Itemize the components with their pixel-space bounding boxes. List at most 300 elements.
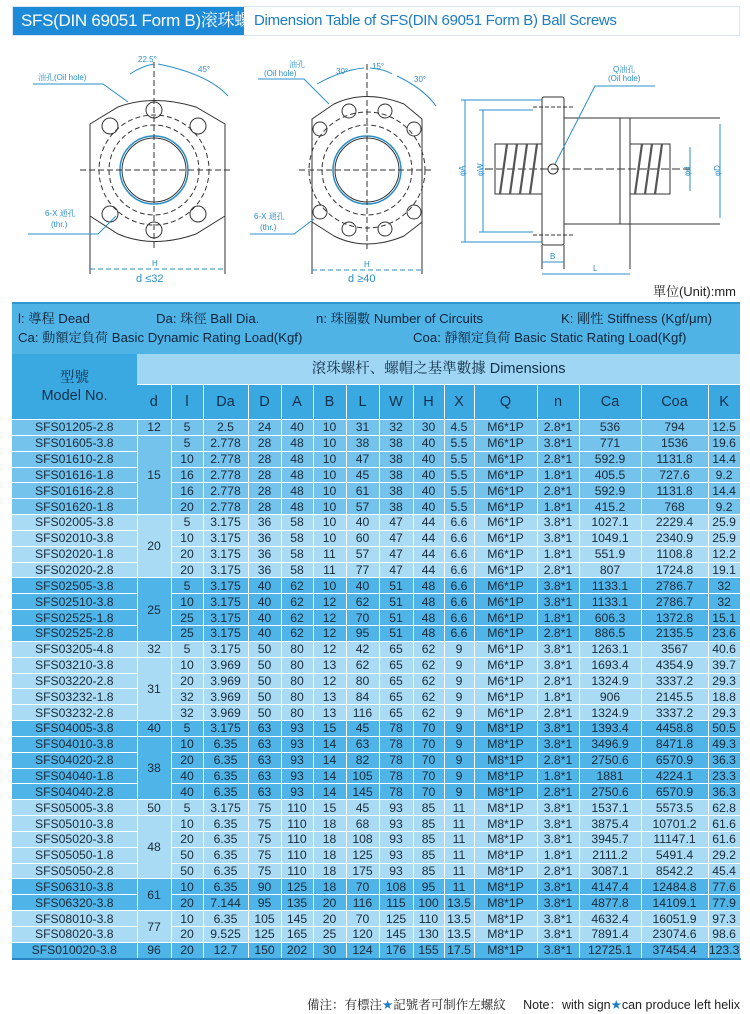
cell-k: 19.6 (708, 435, 740, 451)
model-cell: SFS01605-3.8 (12, 435, 137, 451)
table-row (12, 641, 740, 657)
cell-a: 93 (281, 736, 313, 752)
cell-d: 63 (248, 784, 281, 800)
cell-l: 62 (346, 594, 379, 610)
column-header-k: K (708, 385, 740, 420)
cell-n: 3.8*1 (537, 641, 579, 657)
cell-k: 123.3 (708, 943, 740, 958)
cell-ca: 592.9 (579, 451, 641, 467)
cell-w: 78 (379, 736, 413, 752)
table-row (12, 784, 740, 800)
footer-note (307, 995, 740, 1013)
cell-b: 18 (313, 863, 346, 879)
cell-a: 202 (281, 942, 313, 958)
cell-l: 45 (346, 721, 379, 737)
cell-coa: 727.6 (641, 467, 708, 483)
cell-w: 108 (379, 879, 413, 895)
table-row (12, 594, 740, 610)
oil-hole-label: 油孔(Oil hole) (38, 73, 87, 82)
legend-dynamic-load: Ca: 動額定負荷 Basic Dynamic Rating Load(Kgf) (18, 330, 303, 345)
cell-h: 95 (413, 879, 444, 895)
table-row (12, 705, 740, 721)
cell-h: 62 (413, 641, 444, 657)
cell-b: 14 (313, 784, 346, 800)
cell-coa: 16051.9 (641, 911, 708, 927)
cell-h: 70 (413, 768, 444, 784)
model-cell: SFS05010-3.8 (12, 816, 137, 832)
cell-x: 11 (444, 816, 474, 832)
cell-d: 40 (248, 578, 281, 594)
cell-n: 1.8*1 (537, 768, 579, 784)
cell-ca: 1324.9 (579, 705, 641, 721)
cell-q: M6*1P (474, 530, 537, 546)
cell-coa: 6570.9 (641, 784, 708, 800)
cell-n: 3.8*1 (537, 530, 579, 546)
cell-da: 2.778 (203, 499, 248, 515)
column-header-ca: Ca (579, 385, 641, 420)
cell-n: 3.8*1 (537, 578, 579, 594)
cell-da: 6.35 (203, 831, 248, 847)
cell-n: 2.8*1 (537, 705, 579, 721)
cell-da: 6.35 (203, 816, 248, 832)
cell-coa: 1131.8 (641, 483, 708, 499)
cell-q: M6*1P (474, 578, 537, 594)
cell-h: 40 (413, 483, 444, 499)
cell-a: 135 (281, 895, 313, 911)
cell-k: 29.3 (708, 705, 740, 721)
cell-n: 1.8*1 (537, 689, 579, 705)
cell-k: 61.6 (708, 816, 740, 832)
cell-l: 5 (171, 420, 203, 436)
cell-coa: 2340.9 (641, 530, 708, 546)
cell-x: 5.5 (444, 483, 474, 499)
cell-b: 10 (313, 515, 346, 531)
cell-l: 20 (171, 673, 203, 689)
model-cell: SFS03232-1.8 (12, 689, 137, 705)
cell-w: 125 (379, 911, 413, 927)
cell-a: 48 (281, 435, 313, 451)
cell-n: 3.8*1 (537, 895, 579, 911)
table-row (12, 673, 740, 689)
cell-h: 62 (413, 673, 444, 689)
d-cell: 50 (137, 800, 171, 816)
cell-a: 48 (281, 451, 313, 467)
cell-d: 90 (248, 879, 281, 895)
cell-a: 62 (281, 578, 313, 594)
cell-h: 62 (413, 689, 444, 705)
cell-l: 40 (171, 784, 203, 800)
cell-da: 6.35 (203, 911, 248, 927)
cell-b: 14 (313, 752, 346, 768)
note-en-prefix: Note：with sign (523, 998, 611, 1012)
cell-b: 12 (313, 641, 346, 657)
cell-coa: 1536 (641, 435, 708, 451)
table-row (12, 625, 740, 641)
d-cell: 12 (137, 420, 171, 436)
cell-w: 47 (379, 515, 413, 531)
cell-l: 20 (171, 895, 203, 911)
legend-circuits: n: 珠圈數 Number of Circuits (316, 311, 484, 326)
model-cell: SFS02020-1.8 (12, 546, 137, 562)
cell-x: 9 (444, 705, 474, 721)
cell-k: 40.6 (708, 641, 740, 657)
cell-l: 125 (346, 847, 379, 863)
cell-l: 60 (346, 530, 379, 546)
cell-w: 93 (379, 800, 413, 816)
table-row (12, 847, 740, 863)
cell-a: 80 (281, 673, 313, 689)
cell-q: M6*1P (474, 435, 537, 451)
cell-h: 40 (413, 451, 444, 467)
cell-w: 93 (379, 847, 413, 863)
cell-l: 25 (171, 625, 203, 641)
cell-h: 100 (413, 895, 444, 911)
model-cell: SFS03205-4.8 (12, 641, 137, 657)
cell-coa: 1108.8 (641, 546, 708, 562)
cell-a: 145 (281, 911, 313, 927)
model-cell: SFS03220-2.8 (12, 673, 137, 689)
cell-coa: 3337.2 (641, 705, 708, 721)
cell-k: 97.3 (708, 911, 740, 927)
cell-w: 93 (379, 831, 413, 847)
cell-b: 12 (313, 625, 346, 641)
phi-d-small-label: φd (683, 166, 692, 176)
cell-l: 145 (346, 784, 379, 800)
cell-ca: 771 (579, 435, 641, 451)
cell-k: 62.8 (708, 800, 740, 816)
angle-22-5: 22.5° (138, 55, 157, 64)
cell-k: 98.6 (708, 927, 740, 943)
d-cell: 48 (137, 816, 171, 879)
cell-ca: 2750.6 (579, 784, 641, 800)
cell-k: 23.6 (708, 625, 740, 641)
cell-b: 18 (313, 831, 346, 847)
cell-l: 105 (346, 768, 379, 784)
cell-l: 175 (346, 863, 379, 879)
cell-ca: 3945.7 (579, 831, 641, 847)
cell-n: 2.8*1 (537, 483, 579, 499)
cell-d: 63 (248, 768, 281, 784)
table-row (12, 863, 740, 879)
cell-da: 3.969 (203, 673, 248, 689)
cell-ca: 1693.4 (579, 657, 641, 673)
cell-k: 77.9 (708, 895, 740, 911)
cell-q: M6*1P (474, 562, 537, 578)
cell-l: 45 (346, 800, 379, 816)
cell-ca: 3496.9 (579, 736, 641, 752)
cell-l: 116 (346, 705, 379, 721)
cell-q: M8*1P (474, 927, 537, 943)
cell-l: 10 (171, 451, 203, 467)
cell-n: 1.8*1 (537, 610, 579, 626)
cell-x: 6.6 (444, 515, 474, 531)
cell-da: 3.969 (203, 705, 248, 721)
cell-d: 36 (248, 515, 281, 531)
model-cell: SFS08010-3.8 (12, 911, 137, 927)
d-cell: 61 (137, 879, 171, 911)
cell-n: 1.8*1 (537, 467, 579, 483)
cell-b: 14 (313, 768, 346, 784)
model-cell: SFS01616-2.8 (12, 483, 137, 499)
cell-l: 57 (346, 499, 379, 515)
flange-drawing-small (18, 44, 243, 286)
cell-n: 3.8*1 (537, 831, 579, 847)
cell-coa: 10701.2 (641, 816, 708, 832)
cell-d: 50 (248, 673, 281, 689)
cell-ca: 4877.8 (579, 895, 641, 911)
model-cell: SFS04040-1.8 (12, 768, 137, 784)
model-cell: SFS05050-1.8 (12, 847, 137, 863)
cell-x: 11 (444, 847, 474, 863)
table-row (12, 800, 740, 816)
cell-k: 12.2 (708, 546, 740, 562)
cell-l: 68 (346, 816, 379, 832)
l-label: L (593, 264, 598, 273)
cell-q: M8*1P (474, 911, 537, 927)
cell-x: 5.5 (444, 435, 474, 451)
cell-l: 20 (171, 499, 203, 515)
h-label: H (152, 259, 158, 268)
cell-l: 57 (346, 546, 379, 562)
table-row (12, 768, 740, 784)
q-oil-hole-cn: Q油孔 (613, 65, 636, 74)
model-cell: SFS01616-1.8 (12, 467, 137, 483)
angle-15: 15° (372, 62, 385, 71)
phi-a-label: φA (458, 165, 467, 176)
cell-h: 85 (413, 831, 444, 847)
cell-n: 2.8*1 (537, 673, 579, 689)
cell-l: 20 (171, 562, 203, 578)
cell-coa: 5491.4 (641, 847, 708, 863)
cell-n: 3.8*1 (537, 800, 579, 816)
cell-da: 6.35 (203, 784, 248, 800)
model-cell: SFS02505-3.8 (12, 578, 137, 594)
cell-h: 70 (413, 721, 444, 737)
cell-q: M6*1P (474, 451, 537, 467)
cell-d: 36 (248, 546, 281, 562)
d-cell: 32 (137, 641, 171, 657)
cell-h: 70 (413, 784, 444, 800)
cell-w: 78 (379, 752, 413, 768)
cell-a: 93 (281, 721, 313, 737)
cell-d: 63 (248, 721, 281, 737)
cell-coa: 1372.8 (641, 610, 708, 626)
cell-k: 36.3 (708, 784, 740, 800)
d-cell: 25 (137, 578, 171, 641)
cell-q: M6*1P (474, 641, 537, 657)
cell-x: 11 (444, 879, 474, 895)
legend-stiffness: K: 剛性 Stiffness (Kgf/μm) (561, 311, 712, 326)
cell-l: 31 (346, 420, 379, 436)
cell-n: 1.8*1 (537, 499, 579, 515)
phi-d-large-label: φD (713, 165, 722, 176)
cell-b: 13 (313, 657, 346, 673)
cell-coa: 794 (641, 420, 708, 436)
cell-ca: 3087.1 (579, 863, 641, 879)
cell-da: 6.35 (203, 736, 248, 752)
cell-k: 45.4 (708, 863, 740, 879)
cell-coa: 37454.4 (641, 942, 708, 958)
d-cell: 31 (137, 657, 171, 720)
table-row (12, 816, 740, 832)
cell-q: M8*1P (474, 768, 537, 784)
angle-30-right: 30° (414, 75, 427, 84)
model-cell: SFS01620-1.8 (12, 499, 137, 515)
cell-q: M8*1P (474, 752, 537, 768)
cell-d: 150 (248, 942, 281, 958)
cell-k: 14.4 (708, 483, 740, 499)
cell-b: 10 (313, 420, 346, 436)
cell-q: M6*1P (474, 625, 537, 641)
cell-l: 32 (171, 689, 203, 705)
model-cell: SFS02525-2.8 (12, 625, 137, 641)
table-row (12, 721, 740, 737)
cell-ca: 405.5 (579, 467, 641, 483)
cell-k: 39.7 (708, 657, 740, 673)
cell-coa: 4458.8 (641, 721, 708, 737)
cell-n: 3.8*1 (537, 721, 579, 737)
note-en-suffix: can produce left helix (621, 998, 740, 1012)
cell-da: 6.35 (203, 847, 248, 863)
cell-k: 19.1 (708, 562, 740, 578)
flange-drawing-large (244, 44, 454, 286)
column-header-d: d (137, 385, 171, 420)
cell-k: 9.2 (708, 467, 740, 483)
cell-ca: 1049.1 (579, 530, 641, 546)
cell-da: 6.35 (203, 863, 248, 879)
cell-coa: 768 (641, 499, 708, 515)
legend-lead: l: 導程 Dead (18, 311, 90, 326)
cell-l: 42 (346, 641, 379, 657)
cell-q: M6*1P (474, 657, 537, 673)
column-header-q: Q (474, 385, 537, 420)
cell-h: 44 (413, 562, 444, 578)
cell-w: 38 (379, 499, 413, 515)
angle-30-left: 30° (336, 67, 349, 76)
model-cell: SFS05020-3.8 (12, 831, 137, 847)
cell-l: 50 (171, 847, 203, 863)
cell-a: 110 (281, 863, 313, 879)
cell-ca: 606.3 (579, 610, 641, 626)
table-row (12, 515, 740, 531)
table-row (12, 736, 740, 752)
cell-l: 50 (171, 863, 203, 879)
cell-a: 40 (281, 420, 313, 436)
column-header-h: H (413, 385, 444, 420)
cell-w: 65 (379, 641, 413, 657)
cell-h: 40 (413, 435, 444, 451)
model-cell: SFS02010-3.8 (12, 530, 137, 546)
cell-h: 70 (413, 736, 444, 752)
cell-l: 20 (171, 831, 203, 847)
cell-k: 9.2 (708, 499, 740, 515)
cell-da: 3.969 (203, 657, 248, 673)
cell-ca: 1393.4 (579, 721, 641, 737)
cell-d: 63 (248, 752, 281, 768)
cell-ca: 3875.4 (579, 816, 641, 832)
cell-b: 20 (313, 895, 346, 911)
cell-q: M8*1P (474, 816, 537, 832)
cell-l: 10 (171, 530, 203, 546)
cell-h: 155 (413, 942, 444, 958)
note-cn-suffix: 記號者可制作左螺紋 (393, 998, 506, 1012)
cell-coa: 2135.5 (641, 625, 708, 641)
cell-da: 3.175 (203, 800, 248, 816)
cell-h: 85 (413, 816, 444, 832)
cell-l: 82 (346, 752, 379, 768)
cell-k: 18.8 (708, 689, 740, 705)
cell-a: 80 (281, 689, 313, 705)
cell-da: 7.144 (203, 895, 248, 911)
table-row (12, 451, 740, 467)
cell-d: 36 (248, 530, 281, 546)
cell-q: M6*1P (474, 420, 537, 436)
cell-l: 16 (171, 467, 203, 483)
cell-a: 125 (281, 879, 313, 895)
cell-w: 38 (379, 435, 413, 451)
table-row (12, 420, 740, 436)
cell-q: M8*1P (474, 721, 537, 737)
cell-ca: 1133.1 (579, 594, 641, 610)
cell-l: 10 (171, 879, 203, 895)
cell-h: 30 (413, 420, 444, 436)
cell-b: 13 (313, 705, 346, 721)
cell-da: 2.778 (203, 451, 248, 467)
cell-w: 78 (379, 784, 413, 800)
cell-x: 9 (444, 689, 474, 705)
cell-b: 10 (313, 530, 346, 546)
cell-b: 18 (313, 879, 346, 895)
cell-da: 3.175 (203, 546, 248, 562)
cell-b: 25 (313, 927, 346, 943)
cell-coa: 14109.1 (641, 895, 708, 911)
cell-da: 2.778 (203, 483, 248, 499)
cell-d: 40 (248, 625, 281, 641)
cell-d: 28 (248, 451, 281, 467)
cell-w: 38 (379, 483, 413, 499)
cell-w: 65 (379, 705, 413, 721)
table-row (12, 546, 740, 562)
cell-a: 48 (281, 483, 313, 499)
cell-k: 32 (708, 578, 740, 594)
cell-a: 58 (281, 515, 313, 531)
cell-d: 125 (248, 927, 281, 943)
cell-x: 9 (444, 673, 474, 689)
cell-w: 65 (379, 673, 413, 689)
cell-k: 25.9 (708, 530, 740, 546)
cell-q: M6*1P (474, 499, 537, 515)
cell-h: 130 (413, 927, 444, 943)
cell-d: 50 (248, 705, 281, 721)
cell-w: 47 (379, 562, 413, 578)
column-header-w: W (379, 385, 413, 420)
cell-x: 13.5 (444, 927, 474, 943)
cell-h: 48 (413, 594, 444, 610)
angle-45: 45° (198, 65, 211, 74)
cell-b: 12 (313, 610, 346, 626)
cell-q: M6*1P (474, 705, 537, 721)
d-range-label: d ≥40 (348, 273, 376, 285)
cell-k: 77.6 (708, 879, 740, 895)
cell-b: 14 (313, 736, 346, 752)
cell-h: 70 (413, 752, 444, 768)
cell-q: M6*1P (474, 467, 537, 483)
cell-l: 80 (346, 673, 379, 689)
cell-l: 20 (171, 546, 203, 562)
cell-q: M8*1P (474, 895, 537, 911)
cell-l: 10 (171, 816, 203, 832)
cell-a: 110 (281, 800, 313, 816)
